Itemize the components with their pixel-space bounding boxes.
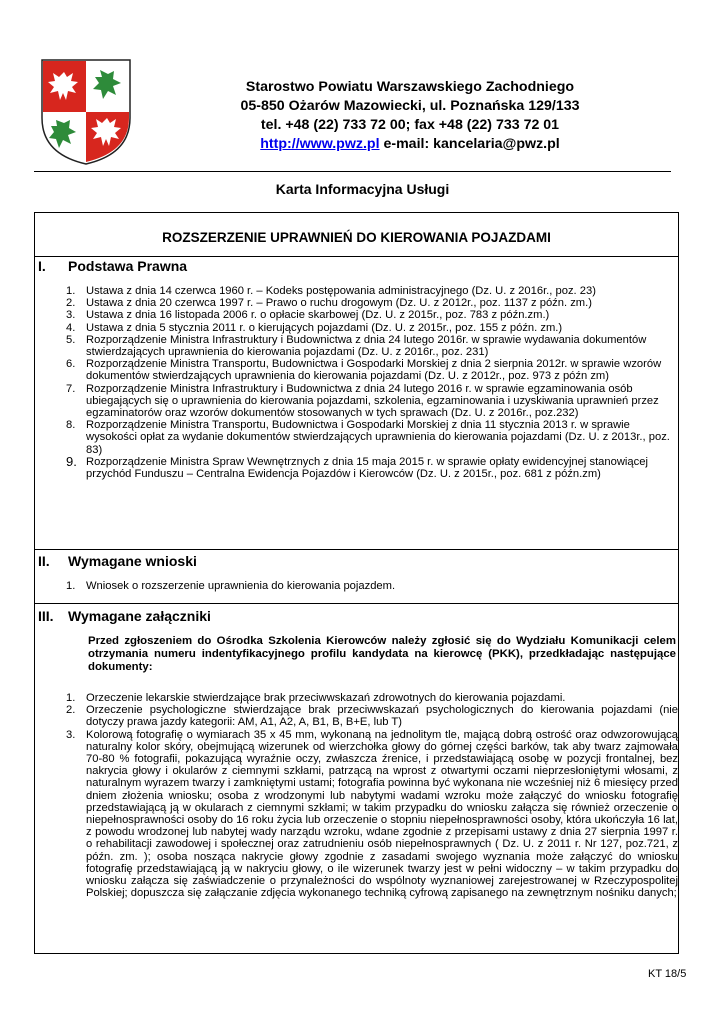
office-contact bbox=[150, 135, 670, 154]
section-title: Podstawa Prawna bbox=[68, 258, 188, 274]
section-title: Wymagane załączniki bbox=[68, 608, 211, 624]
office-address: 05-850 Ożarów Mazowiecki, ul. Poznańska 129/133 bbox=[240, 98, 580, 114]
section-number: I. bbox=[38, 258, 46, 274]
section-number: III. bbox=[38, 608, 54, 624]
section-heading-legal-basis bbox=[38, 258, 187, 274]
list-item: 3. Ustawa z dnia 16 listopada 2006 r. o opłacie skarbowej (Dz. U. z 2015r., poz. 783 z późn.zm.) bbox=[66, 309, 550, 322]
section-heading-applications bbox=[38, 553, 197, 569]
section-title: Wymagane wnioski bbox=[68, 553, 197, 569]
list-item: 6. Rozporządzenie Ministra Transportu, Budownictwa i Gospodarki Morskiej z dnia 2 sierpnia 2012r. w sprawie wzorów dokumentów stwierdzających uprawnienia do kierowania pojazdami (Dz. U. z 2012r., poz. 973 z późn zm) bbox=[66, 358, 662, 383]
attachments-intro: Przed zgłoszeniem do Ośrodka Szkolenia Kierowców należy zgłosić się do Wydziału Komunikacji celem otrzymania numeru indentyfikacyjnego profilu kandydata na kierowcę (PKK), przedkładając następujące dokumenty: bbox=[88, 635, 676, 673]
legal-basis-list bbox=[66, 285, 678, 480]
applications-list bbox=[66, 580, 678, 592]
list-item: 2. Ustawa z dnia 20 czerwca 1997 r. – Prawo o ruchu drogowym (Dz. U. z 2012r., poz. 1137 z późn. zm.) bbox=[66, 297, 592, 310]
list-item: 4. Ustawa z dnia 5 stycznia 2011 r. o kierujących pojazdami (Dz. U. z 2015r., poz. 155 z późn. zm.) bbox=[66, 321, 563, 334]
list-item: 9. Rozporządzenie Ministra Spraw Wewnętrznych z dnia 15 maja 2015 r. w sprawie opłaty ewidencyjnej stanowiącej przychód Funduszu – Centralna Ewidencja Pojazdów i Kierowców (Dz. U. z 2015r., poz. 681 z późn.zm) bbox=[66, 453, 648, 481]
list-item: 7. Rozporządzenie Ministra Infrastruktury i Budownictwa z dnia 24 lutego 2016 r. w sprawie egzaminowania osób ubiegających się o uprawnienia do kierowania pojazdami, szkolenia, egzaminowania i uzyskiwania uprawnień przez egzaminatorów oraz wzorów dokumentów stosowanych w tych sprawach (Dz. U. z 2016r., poz.232) bbox=[66, 382, 659, 420]
list-item: 8. Rozporządzenie Ministra Transportu, Budownictwa i Gospodarki Morskiej z dnia 11 stycznia 2013 r. w sprawie wysokości opłat za wydanie dokumentów stwierdzających uprawnienia do kierowania pojazdami (Dz. U. z 2013r., poz. 83) bbox=[66, 419, 670, 456]
list-item: 1. Wniosek o rozszerzenie uprawnienia do kierowania pojazdem. bbox=[66, 580, 396, 592]
office-email: e-mail: kancelaria@pwz.pl bbox=[379, 136, 560, 152]
office-header bbox=[150, 78, 670, 154]
county-crest-icon bbox=[40, 58, 132, 166]
section-divider-2 bbox=[34, 549, 679, 550]
section-number: II. bbox=[38, 553, 50, 569]
section-divider-3 bbox=[34, 603, 679, 604]
list-item: 1. Orzeczenie lekarskie stwierdzające brak przeciwwskazań zdrowotnych do kierowania pojazdami. bbox=[66, 692, 566, 704]
list-item: 5. Rozporządzenie Ministra Infrastruktury i Budownictwa z dnia 24 lutego 2016r. w sprawie wydawania dokumentów stwierdzających uprawnienia do kierowania pojazdami (Dz. U. z 2016r., poz. 231) bbox=[66, 333, 647, 359]
office-phone: tel. +48 (22) 733 72 00; fax +48 (22) 733 72 01 bbox=[260, 117, 560, 133]
office-name: Starostwo Powiatu Warszawskiego Zachodniego bbox=[245, 79, 575, 95]
header-divider bbox=[34, 171, 671, 172]
website-link[interactable]: http://www.pwz.pl bbox=[260, 136, 380, 152]
title-divider bbox=[34, 256, 679, 257]
list-item: 1. Ustawa z dnia 14 czerwca 1960 r. – Kodeks postępowania administracyjnego (Dz. U. z 2016r., poz. 23) bbox=[66, 285, 596, 297]
list-item: 2. Orzeczenie psychologiczne stwierdzające brak przeciwwskazań psychologicznych do kierowania pojazdami (nie dotyczy prawa jazdy kategorii: AM, A1, A2, A, B1, B, B+E, lub T) bbox=[66, 704, 678, 729]
document-code: KT 18/5 bbox=[648, 968, 687, 980]
service-title: ROZSZERZENIE UPRAWNIEŃ DO KIEROWANIA POJAZDAMI bbox=[162, 230, 551, 245]
attachments-list bbox=[66, 692, 678, 899]
section-heading-attachments bbox=[38, 608, 211, 624]
document-subtitle: Karta Informacyjna Usługi bbox=[275, 181, 450, 197]
list-item: 3. Kolorową fotografię o wymiarach 35 x 45 mm, wykonaną na jednolitym tle, mającą dobrą ostrość oraz odwzorowującą naturalny kolor skóry, obejmującą wizerunek od wierzchołka głowy do górnej części barków, tak aby twarz zajmowała 70-80 % fotografii, pokazującą wyraźnie oczy, zwłaszcza źrenice, i przedstawiającą osobę w pozycji frontalnej, bez nakrycia głowy i okularów z ciemnymi szkłami, patrzącą na wprost z otwartymi oczami nieprzesłoniętymi włosami, z naturalnym wyrazem twarzy i zamkniętymi ustami; fotografia powinna być wykonana nie wcześniej niż 6 miesięcy przed dniem złożenia wniosku; osoba z wrodzonymi lub nabytymi wadami wzroku może załączyć do wniosku fotografię przedstawiającą ją w okularach z ciemnymi szkłami; w takim przypadku do wniosku załącza się również orzeczenie o niepełnosprawności osoby do 16 roku życia lub orzeczenie o stopniu niepełnosprawności osoby, która ukończyła 16 lat, z powodu wrodzonej lub nabytej wady narządu wzroku, wdane zgodnie z przepisami ustawy z dnia 27 sierpnia 1997 r. o rehabilitacji zawodowej i społecznej oraz zatrudnieniu osób niepełnosprawnych ( Dz. U. z 2011 r. Nr 127, poz.721, z późn. zm. ); osoba nosząca nakrycie głowy zgodnie z zasadami swojego wyznania może załączyć do wniosku fotografię przedstawiającą ją w nakryciu głowy, o ile wizerunek twarzy jest w pełni widoczny – w takim przypadku do wniosku załącza się zaświadczenie o przynależności do wspólnoty wyznaniowej zarejestrowanej w Rzeczypospolitej Polskiej; dopuszcza się załączanie zdjęcia wykonanego techniką cyfrową zapisanego na zewnętrznym nośniku danych; bbox=[66, 728, 678, 900]
